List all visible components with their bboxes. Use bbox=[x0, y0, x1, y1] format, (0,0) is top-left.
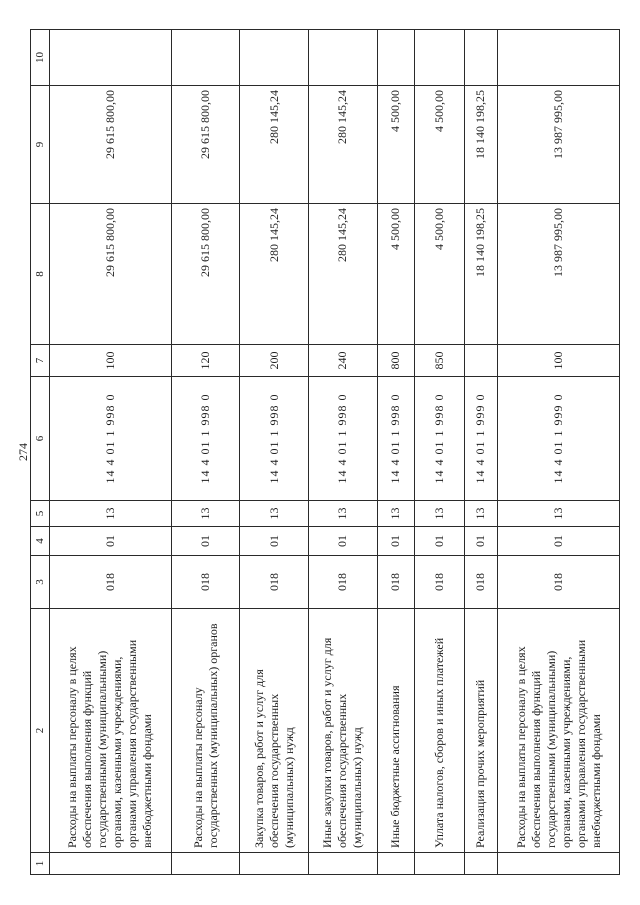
cell-name: Реализация прочих мероприятий bbox=[464, 609, 498, 853]
cell-name: Расходы на выплаты персоналу государственных (муниципальных) органов bbox=[171, 609, 240, 853]
cell-col8: 29 615 800,00 bbox=[171, 204, 240, 345]
cell-col7: 240 bbox=[309, 345, 378, 377]
budget-table-container bbox=[30, 30, 620, 875]
cell-col4: 01 bbox=[309, 527, 378, 556]
cell-col6: 14 4 01 1 998 0 bbox=[171, 377, 240, 501]
cell-col10 bbox=[240, 30, 309, 86]
cell-col3: 018 bbox=[414, 556, 464, 609]
cell-col6: 14 4 01 1 998 0 bbox=[414, 377, 464, 501]
cell-col4: 01 bbox=[498, 527, 620, 556]
cell-col9: 29 615 800,00 bbox=[50, 86, 172, 204]
cell-col7: 100 bbox=[498, 345, 620, 377]
cell-col9: 280 145,24 bbox=[240, 86, 309, 204]
header-row bbox=[31, 30, 50, 875]
column-header: 10 bbox=[31, 30, 50, 86]
cell-col8: 4 500,00 bbox=[377, 204, 414, 345]
column-header: 4 bbox=[31, 527, 50, 556]
cell-col6: 14 4 01 1 998 0 bbox=[240, 377, 309, 501]
cell-col6: 14 4 01 1 998 0 bbox=[377, 377, 414, 501]
budget-table bbox=[30, 29, 620, 875]
cell-col8: 29 615 800,00 bbox=[50, 204, 172, 345]
cell-name: Иные бюджетные ассигнования bbox=[377, 609, 414, 853]
column-header: 3 bbox=[31, 556, 50, 609]
cell-col5: 13 bbox=[464, 501, 498, 527]
cell-col8: 13 987 995,00 bbox=[498, 204, 620, 345]
cell-name: Расходы на выплаты персоналу в целях обеспечения выполнения функций государственными (муниципальными) органами, казенными учреждениями, органами управления государственными внебюджетными фондами bbox=[50, 609, 172, 853]
cell-col9: 4 500,00 bbox=[414, 86, 464, 204]
cell-col4: 01 bbox=[377, 527, 414, 556]
cell-col1 bbox=[498, 853, 620, 875]
cell-col5: 13 bbox=[309, 501, 378, 527]
table-row bbox=[50, 30, 172, 875]
cell-col10 bbox=[171, 30, 240, 86]
cell-col10 bbox=[309, 30, 378, 86]
table-row bbox=[377, 30, 414, 875]
column-header: 8 bbox=[31, 204, 50, 345]
cell-col7: 850 bbox=[414, 345, 464, 377]
cell-col7 bbox=[464, 345, 498, 377]
cell-col6: 14 4 01 1 998 0 bbox=[50, 377, 172, 501]
cell-col7: 120 bbox=[171, 345, 240, 377]
cell-col9: 18 140 198,25 bbox=[464, 86, 498, 204]
cell-col7: 800 bbox=[377, 345, 414, 377]
table-row bbox=[171, 30, 240, 875]
cell-name: Закупка товаров, работ и услуг для обеспечения государственных (муниципальных) нужд bbox=[240, 609, 309, 853]
cell-col6: 14 4 01 1 999 0 bbox=[464, 377, 498, 501]
column-header: 1 bbox=[31, 853, 50, 875]
column-header: 6 bbox=[31, 377, 50, 501]
cell-col5: 13 bbox=[414, 501, 464, 527]
cell-col3: 018 bbox=[50, 556, 172, 609]
cell-col3: 018 bbox=[240, 556, 309, 609]
cell-col4: 01 bbox=[414, 527, 464, 556]
cell-col3: 018 bbox=[498, 556, 620, 609]
cell-col3: 018 bbox=[309, 556, 378, 609]
cell-col3: 018 bbox=[464, 556, 498, 609]
column-header: 2 bbox=[31, 609, 50, 853]
cell-col9: 280 145,24 bbox=[309, 86, 378, 204]
table-row bbox=[464, 30, 498, 875]
cell-col6: 14 4 01 1 999 0 bbox=[498, 377, 620, 501]
cell-col4: 01 bbox=[171, 527, 240, 556]
cell-col10 bbox=[377, 30, 414, 86]
cell-col8: 280 145,24 bbox=[240, 204, 309, 345]
cell-col4: 01 bbox=[240, 527, 309, 556]
table-row bbox=[240, 30, 309, 875]
table-row bbox=[309, 30, 378, 875]
cell-col10 bbox=[414, 30, 464, 86]
cell-col7: 200 bbox=[240, 345, 309, 377]
cell-col1 bbox=[377, 853, 414, 875]
cell-col9: 29 615 800,00 bbox=[171, 86, 240, 204]
cell-name: Иные закупки товаров, работ и услуг для обеспечения государственных (муниципальных) нужд bbox=[309, 609, 378, 853]
column-header: 5 bbox=[31, 501, 50, 527]
cell-col8: 4 500,00 bbox=[414, 204, 464, 345]
cell-col9: 4 500,00 bbox=[377, 86, 414, 204]
cell-col1 bbox=[171, 853, 240, 875]
cell-col10 bbox=[50, 30, 172, 86]
cell-col1 bbox=[464, 853, 498, 875]
cell-col1 bbox=[414, 853, 464, 875]
cell-col6: 14 4 01 1 998 0 bbox=[309, 377, 378, 501]
cell-col8: 280 145,24 bbox=[309, 204, 378, 345]
cell-col9: 13 987 995,00 bbox=[498, 86, 620, 204]
table-row bbox=[414, 30, 464, 875]
cell-col5: 13 bbox=[50, 501, 172, 527]
cell-col8: 18 140 198,25 bbox=[464, 204, 498, 345]
cell-col5: 13 bbox=[240, 501, 309, 527]
cell-col3: 018 bbox=[171, 556, 240, 609]
table-row bbox=[498, 30, 620, 875]
cell-col5: 13 bbox=[171, 501, 240, 527]
cell-col10 bbox=[498, 30, 620, 86]
cell-col4: 01 bbox=[464, 527, 498, 556]
cell-name: Расходы на выплаты персоналу в целях обеспечения выполнения функций государственными (муниципальными) органами, казенными учреждениями, органами управления государственными внебюджетными фондами bbox=[498, 609, 620, 853]
cell-col1 bbox=[240, 853, 309, 875]
column-header: 9 bbox=[31, 86, 50, 204]
cell-col10 bbox=[464, 30, 498, 86]
cell-name: Уплата налогов, сборов и иных платежей bbox=[414, 609, 464, 853]
page-number: 274 bbox=[16, 443, 30, 461]
cell-col3: 018 bbox=[377, 556, 414, 609]
cell-col1 bbox=[309, 853, 378, 875]
cell-col7: 100 bbox=[50, 345, 172, 377]
cell-col5: 13 bbox=[377, 501, 414, 527]
cell-col5: 13 bbox=[498, 501, 620, 527]
cell-col1 bbox=[50, 853, 172, 875]
column-header: 7 bbox=[31, 345, 50, 377]
cell-col4: 01 bbox=[50, 527, 172, 556]
